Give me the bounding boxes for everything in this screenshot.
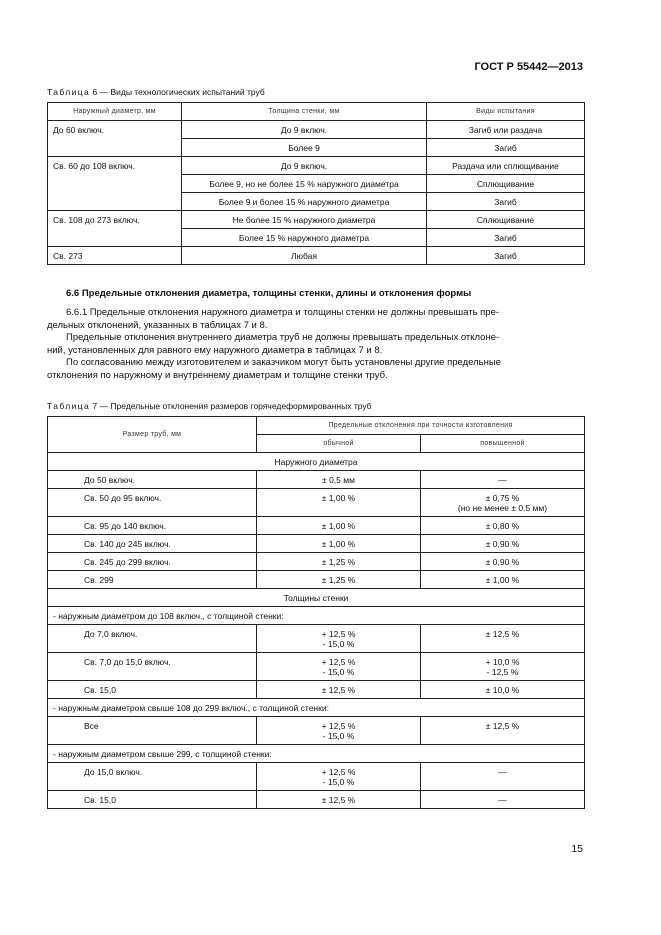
high-cell: ± 0,90 % bbox=[421, 535, 585, 553]
minus-value: - 12,5 % bbox=[486, 667, 519, 677]
high-cell bbox=[421, 653, 585, 681]
section-row: Толщины стенки bbox=[48, 589, 585, 607]
thickness-cell: Более 9 и более 15 % наружного диаметра bbox=[182, 193, 427, 211]
table-row bbox=[48, 453, 585, 471]
size-cell: До 7,0 включ. bbox=[48, 625, 257, 653]
document-code: ГОСТ Р 55442—2013 bbox=[474, 61, 583, 73]
thickness-cell: Более 15 % наружного диаметра bbox=[182, 229, 427, 247]
high-cell bbox=[421, 489, 585, 517]
section-title: 6.6 Предельные отклонения диаметра, толщины стенки, длины и отклонения формы bbox=[66, 288, 472, 299]
plus-value: + 12,5 % bbox=[321, 767, 356, 777]
table7-caption-text: 7 — Предельные отклонения размеров горячедеформированных труб bbox=[90, 401, 372, 411]
normal-cell: ± 1,00 % bbox=[257, 517, 421, 535]
subgroup-row: - наружным диаметром свыше 299, с толщиной стенки: bbox=[48, 745, 585, 763]
section-row: Наружного диаметра bbox=[48, 453, 585, 471]
size-cell: Св. 140 до 245 включ. bbox=[48, 535, 257, 553]
table-row bbox=[48, 625, 585, 653]
normal-cell bbox=[257, 763, 421, 791]
size-cell: Все bbox=[48, 717, 257, 745]
high-note: (но не менее ± 0.5 мм) bbox=[457, 503, 548, 513]
table-header-cell: Предельные отклонения при точности изготовления bbox=[257, 417, 585, 435]
high-cell: — bbox=[421, 471, 585, 489]
test-cell: Загиб или раздача bbox=[427, 121, 585, 139]
normal-cell bbox=[257, 625, 421, 653]
table7-caption-prefix: Таблица bbox=[47, 401, 91, 411]
thickness-cell: Более 9, но не более 15 % наружного диаметра bbox=[182, 175, 427, 193]
high-cell: ± 0,80 % bbox=[421, 517, 585, 535]
table-row bbox=[48, 763, 585, 791]
table-row bbox=[48, 553, 585, 571]
page-number: 15 bbox=[571, 843, 583, 855]
normal-cell: ± 1,00 % bbox=[257, 535, 421, 553]
table-row bbox=[48, 681, 585, 699]
table6-caption-prefix: Таблица bbox=[47, 87, 91, 97]
table-row bbox=[48, 699, 585, 717]
plus-value: + 12,5 % bbox=[321, 657, 356, 667]
table-row bbox=[48, 717, 585, 745]
normal-cell: ± 0,5 мм bbox=[257, 471, 421, 489]
table-row bbox=[48, 517, 585, 535]
test-cell: Сплющивание bbox=[427, 211, 585, 229]
text-line: отклонения по наружному и внутреннему диаметрам и толщине стенки труб. bbox=[47, 369, 388, 381]
table-6 bbox=[47, 102, 585, 265]
table-row bbox=[48, 417, 585, 435]
test-cell: Сплющивание bbox=[427, 175, 585, 193]
table-header-cell: Виды испытания bbox=[427, 103, 585, 121]
table-row bbox=[48, 103, 585, 121]
minus-value: - 15,0 % bbox=[322, 731, 355, 741]
normal-cell bbox=[257, 717, 421, 745]
subgroup-row: - наружным диаметром свыше 108 до 299 включ., с толщиной стенки: bbox=[48, 699, 585, 717]
size-cell: Св. 15,0 bbox=[48, 791, 257, 809]
table6-caption-text: 6 — Виды технологических испытаний труб bbox=[90, 87, 265, 97]
table-row bbox=[48, 745, 585, 763]
minus-value: - 15,0 % bbox=[322, 667, 355, 677]
table-header-cell: Наружный диаметр, мм bbox=[48, 103, 182, 121]
size-cell: Св. 50 до 95 включ. bbox=[48, 489, 257, 517]
table-row bbox=[48, 607, 585, 625]
text-line: 6.6.1 Предельные отклонения наружного диаметра и толщины стенки не должны превышать пре- bbox=[66, 307, 500, 318]
table-row bbox=[48, 247, 585, 265]
table-header-cell: Толщина стенки, мм bbox=[182, 103, 427, 121]
diameter-cell: Св. 273 bbox=[48, 247, 182, 265]
table-row bbox=[48, 571, 585, 589]
plus-value: + 12,5 % bbox=[321, 629, 356, 639]
paragraph-6-6-1 bbox=[47, 307, 585, 382]
thickness-cell: Любая bbox=[182, 247, 427, 265]
table-row bbox=[48, 489, 585, 517]
normal-cell bbox=[257, 653, 421, 681]
text-line: По согласованию между изготовителем и заказчиком могут быть установлены другие предельные bbox=[66, 357, 501, 368]
table-header-cell: обычной bbox=[257, 435, 421, 453]
minus-value: - 15,0 % bbox=[322, 639, 355, 649]
size-cell: До 15,0 включ. bbox=[48, 763, 257, 791]
diameter-cell: Св. 60 до 108 включ. bbox=[48, 157, 182, 211]
table-row bbox=[48, 589, 585, 607]
table-row bbox=[48, 471, 585, 489]
table-header-cell: повышенной bbox=[421, 435, 585, 453]
high-cell: — bbox=[421, 763, 585, 791]
size-cell: До 50 включ. bbox=[48, 471, 257, 489]
plus-value: + 10,0 % bbox=[485, 657, 520, 667]
high-cell: ± 12,5 % bbox=[421, 625, 585, 653]
high-cell: ± 10,0 % bbox=[421, 681, 585, 699]
normal-cell: ± 1,25 % bbox=[257, 571, 421, 589]
text-line: Предельные отклонения внутреннего диаметра труб не должны превышать предельных отклоне- bbox=[66, 332, 500, 343]
text-line: ний, установленных для равного ему наружного диаметра в таблицах 7 и 8. bbox=[47, 344, 383, 356]
minus-value: - 15,0 % bbox=[322, 777, 355, 787]
thickness-cell: До 9 включ. bbox=[182, 121, 427, 139]
table-row bbox=[48, 121, 585, 139]
diameter-cell: До 60 включ. bbox=[48, 121, 182, 157]
test-cell: Загиб bbox=[427, 229, 585, 247]
size-cell: Св. 95 до 140 включ. bbox=[48, 517, 257, 535]
test-cell: Загиб bbox=[427, 139, 585, 157]
normal-cell: ± 12,5 % bbox=[257, 681, 421, 699]
table-row bbox=[48, 653, 585, 681]
test-cell: Загиб bbox=[427, 193, 585, 211]
table-row bbox=[48, 535, 585, 553]
thickness-cell: Не более 15 % наружного диаметра bbox=[182, 211, 427, 229]
high-cell: ± 12,5 % bbox=[421, 717, 585, 745]
table-7 bbox=[47, 416, 585, 809]
test-cell: Раздача или сплющивание bbox=[427, 157, 585, 175]
high-value: ± 0,75 % bbox=[485, 493, 520, 503]
plus-value: + 12,5 % bbox=[321, 721, 356, 731]
subgroup-row: - наружным диаметром до 108 включ., с толщиной стенки: bbox=[48, 607, 585, 625]
table7-caption bbox=[47, 401, 372, 411]
table-row bbox=[48, 211, 585, 229]
text-line: дельных отклонений, указанных в таблицах 7 и 8. bbox=[47, 319, 268, 331]
normal-cell: ± 1,25 % bbox=[257, 553, 421, 571]
table-row bbox=[48, 791, 585, 809]
test-cell: Загиб bbox=[427, 247, 585, 265]
high-cell: — bbox=[421, 791, 585, 809]
normal-cell: ± 12,5 % bbox=[257, 791, 421, 809]
size-cell: Св. 299 bbox=[48, 571, 257, 589]
high-cell: ± 1,00 % bbox=[421, 571, 585, 589]
thickness-cell: До 9 включ. bbox=[182, 157, 427, 175]
high-cell: ± 0,90 % bbox=[421, 553, 585, 571]
normal-cell: ± 1,00 % bbox=[257, 489, 421, 517]
table-row bbox=[48, 157, 585, 175]
thickness-cell: Более 9 bbox=[182, 139, 427, 157]
diameter-cell: Св. 108 до 273 включ. bbox=[48, 211, 182, 247]
size-cell: Св. 15,0 bbox=[48, 681, 257, 699]
table6-caption bbox=[47, 87, 265, 97]
size-cell: Св. 7,0 до 15,0 включ. bbox=[48, 653, 257, 681]
table-header-cell: Размер труб, мм bbox=[48, 417, 257, 453]
size-cell: Св. 245 до 299 включ. bbox=[48, 553, 257, 571]
